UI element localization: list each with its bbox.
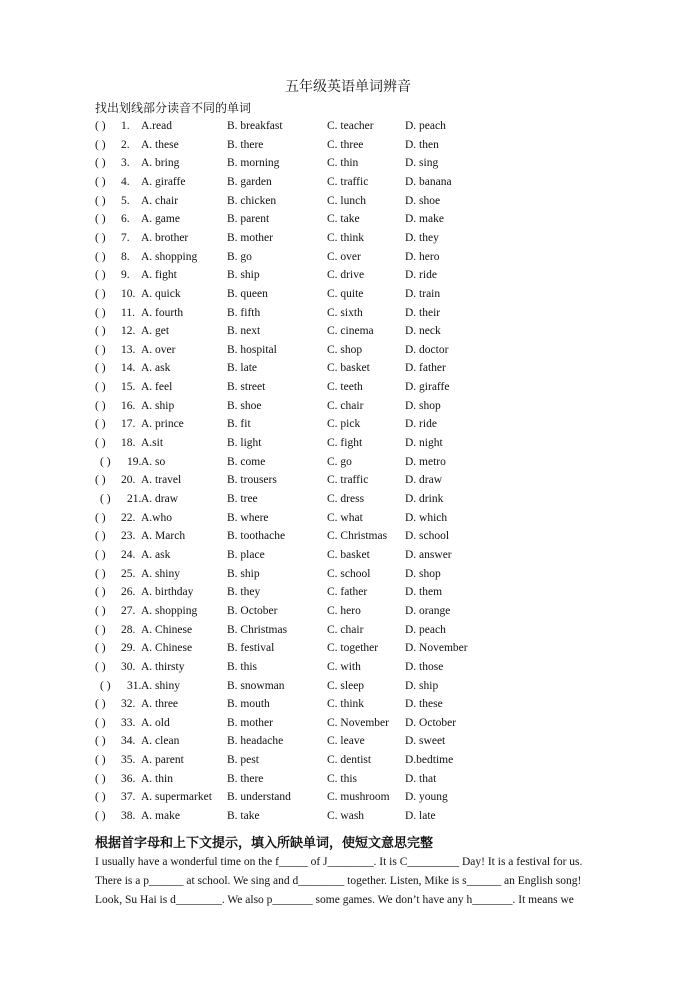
option-b: B. queen bbox=[227, 287, 268, 300]
option-b: B. hospital bbox=[227, 343, 277, 356]
option-c: C. hero bbox=[327, 604, 361, 617]
option-c: C. with bbox=[327, 660, 361, 673]
option-a: A. thirsty bbox=[141, 660, 185, 673]
answer-blank[interactable]: ( ) bbox=[95, 175, 106, 188]
option-b: B. next bbox=[227, 325, 261, 338]
answer-blank[interactable]: ( ) bbox=[95, 418, 106, 431]
option-b: B. they bbox=[227, 586, 261, 599]
question-number: 15. bbox=[121, 381, 136, 394]
option-d: D. ride bbox=[405, 418, 437, 431]
answer-blank[interactable]: ( ) bbox=[95, 586, 106, 599]
option-c: C. teacher bbox=[327, 120, 374, 132]
question-number: 11. bbox=[121, 306, 135, 319]
question-number: 23. bbox=[121, 530, 136, 543]
question-row bbox=[95, 527, 615, 545]
option-c: C. go bbox=[327, 455, 352, 468]
option-c: C. basket bbox=[327, 549, 370, 561]
question-number: 19. bbox=[127, 455, 142, 468]
question-number: 21. bbox=[127, 493, 142, 505]
question-row bbox=[95, 788, 615, 806]
option-b: B. there bbox=[227, 772, 264, 785]
option-d: D. father bbox=[405, 362, 446, 375]
question-number: 16. bbox=[121, 399, 136, 412]
option-b: B. mother bbox=[227, 716, 273, 729]
answer-blank[interactable]: ( ) bbox=[95, 120, 106, 132]
option-c: C. think bbox=[327, 698, 365, 711]
answer-blank[interactable]: ( ) bbox=[95, 604, 106, 617]
question-number: 4. bbox=[121, 175, 130, 188]
question-row bbox=[95, 117, 615, 135]
option-c: C. mushroom bbox=[327, 791, 390, 804]
answer-blank[interactable]: ( ) bbox=[95, 660, 106, 673]
option-b: B. light bbox=[227, 437, 262, 449]
option-a: A. get bbox=[141, 325, 170, 338]
question-number: 10. bbox=[121, 287, 136, 300]
answer-blank[interactable]: ( ) bbox=[95, 437, 106, 449]
option-b: B. toothache bbox=[227, 530, 286, 543]
option-d: D. drink bbox=[405, 493, 444, 505]
answer-blank[interactable]: ( ) bbox=[95, 362, 106, 375]
question-row bbox=[95, 285, 615, 303]
option-a: A. chair bbox=[141, 194, 179, 207]
question-row bbox=[95, 304, 615, 322]
question-number: 32. bbox=[121, 698, 136, 711]
paragraph-line: There is a p______ at school. We sing and d________ together. Listen, Mike is s______ an English song! bbox=[95, 875, 582, 887]
option-d: D. school bbox=[405, 530, 450, 543]
paragraph-line: I usually have a wonderful time on the f_____ of J________. It is C_________ Day! It is a festival for us. bbox=[95, 856, 583, 868]
option-d: D. shop bbox=[405, 399, 441, 412]
option-a: A. fourth bbox=[141, 306, 184, 319]
option-c: C. leave bbox=[327, 735, 365, 748]
option-c: C. dentist bbox=[327, 754, 372, 767]
instruction: 找出划线部分读音不同的单词 bbox=[95, 101, 252, 115]
question-number: 24. bbox=[121, 549, 136, 561]
option-b: B. tree bbox=[227, 493, 258, 505]
option-c: C. November bbox=[327, 716, 389, 729]
option-c: C. take bbox=[327, 213, 360, 226]
answer-blank[interactable]: ( ) bbox=[95, 138, 106, 151]
option-d: D. those bbox=[405, 660, 444, 673]
question-row bbox=[95, 397, 615, 415]
option-c: C. sixth bbox=[327, 306, 363, 319]
question-number: 18. bbox=[121, 437, 136, 449]
option-d: D. sing bbox=[405, 157, 439, 170]
answer-blank[interactable]: ( ) bbox=[95, 754, 106, 767]
question-row bbox=[95, 136, 615, 154]
option-c: C. think bbox=[327, 231, 365, 244]
question-row bbox=[95, 266, 615, 284]
question-number: 7. bbox=[121, 231, 130, 244]
question-row bbox=[95, 471, 615, 489]
question-number: 6. bbox=[121, 213, 130, 226]
question-row bbox=[95, 658, 615, 676]
option-b: B. where bbox=[227, 511, 269, 524]
question-number: 12. bbox=[121, 325, 136, 338]
option-b: B. October bbox=[227, 604, 278, 617]
option-d: D. October bbox=[405, 716, 457, 729]
question-number: 28. bbox=[121, 623, 136, 636]
option-d: D. young bbox=[405, 791, 448, 804]
option-a: A. thin bbox=[141, 772, 173, 785]
option-b: B. come bbox=[227, 455, 266, 468]
option-d: D. giraffe bbox=[405, 381, 450, 394]
option-a: A. old bbox=[141, 716, 170, 729]
option-a: A.who bbox=[141, 511, 172, 524]
question-number: 36. bbox=[121, 772, 136, 785]
option-c: C. quite bbox=[327, 287, 364, 300]
answer-blank[interactable]: ( ) bbox=[100, 679, 111, 692]
option-b: B. street bbox=[227, 381, 266, 394]
answer-blank[interactable]: ( ) bbox=[95, 549, 106, 561]
option-a: A. Chinese bbox=[141, 623, 193, 636]
option-b: B. morning bbox=[227, 157, 280, 170]
option-b: B. trousers bbox=[227, 474, 277, 487]
answer-blank[interactable]: ( ) bbox=[95, 530, 106, 543]
answer-blank[interactable]: ( ) bbox=[95, 772, 106, 785]
option-c: C. pick bbox=[327, 418, 361, 431]
option-d: D. orange bbox=[405, 604, 451, 617]
question-number: 3. bbox=[121, 157, 130, 170]
option-a: A. ask bbox=[141, 362, 171, 375]
option-b: B. ship bbox=[227, 567, 260, 580]
option-b: B. breakfast bbox=[227, 120, 283, 132]
question-number: 35. bbox=[121, 754, 136, 767]
answer-blank[interactable]: ( ) bbox=[100, 455, 111, 468]
option-b: B. understand bbox=[227, 791, 291, 804]
option-a: A. shopping bbox=[141, 250, 198, 263]
option-d: D. metro bbox=[405, 455, 446, 468]
option-c: C. basket bbox=[327, 362, 370, 375]
answer-blank[interactable]: ( ) bbox=[95, 735, 106, 748]
question-row bbox=[95, 434, 615, 452]
answer-blank[interactable]: ( ) bbox=[95, 157, 106, 170]
option-d: D. peach bbox=[405, 623, 446, 636]
question-row bbox=[95, 732, 615, 750]
question-row bbox=[95, 714, 615, 732]
question-row bbox=[95, 173, 615, 191]
option-d: D. hero bbox=[405, 250, 440, 263]
option-a: A. so bbox=[141, 455, 166, 468]
option-a: A. Chinese bbox=[141, 642, 193, 655]
question-row bbox=[95, 583, 615, 601]
option-b: B. festival bbox=[227, 642, 275, 655]
option-c: C. lunch bbox=[327, 194, 366, 207]
option-a: A. brother bbox=[141, 231, 189, 244]
option-c: C. chair bbox=[327, 399, 364, 412]
option-d: D. draw bbox=[405, 474, 443, 487]
option-c: C. chair bbox=[327, 623, 364, 636]
answer-blank[interactable]: ( ) bbox=[95, 810, 106, 822]
answer-blank[interactable]: ( ) bbox=[95, 213, 106, 226]
option-a: A. shiny bbox=[141, 567, 180, 580]
option-d: D. train bbox=[405, 287, 441, 300]
option-b: B. take bbox=[227, 810, 260, 822]
option-b: B. there bbox=[227, 138, 264, 151]
option-c: C. thin bbox=[327, 157, 359, 170]
option-d: D. night bbox=[405, 437, 443, 449]
answer-blank[interactable]: ( ) bbox=[95, 194, 106, 207]
question-number: 38. bbox=[121, 810, 136, 822]
option-b: B. headache bbox=[227, 735, 284, 748]
option-c: C. father bbox=[327, 586, 368, 599]
option-c: C. dress bbox=[327, 493, 365, 505]
option-a: A. birthday bbox=[141, 586, 194, 599]
question-number: 26. bbox=[121, 586, 136, 599]
question-row bbox=[95, 639, 615, 657]
option-d: D. doctor bbox=[405, 343, 449, 356]
question-row bbox=[95, 192, 615, 210]
question-row bbox=[95, 621, 615, 639]
answer-blank[interactable]: ( ) bbox=[95, 343, 106, 356]
question-number: 29. bbox=[121, 642, 136, 655]
option-d: D. ride bbox=[405, 269, 437, 282]
answer-blank[interactable]: ( ) bbox=[95, 306, 106, 319]
option-a: A. travel bbox=[141, 474, 182, 487]
option-b: B. this bbox=[227, 660, 258, 673]
option-c: C. sleep bbox=[327, 679, 365, 692]
answer-blank[interactable]: ( ) bbox=[95, 287, 106, 300]
question-row bbox=[95, 210, 615, 228]
question-number: 25. bbox=[121, 567, 136, 580]
question-number: 2. bbox=[121, 138, 130, 151]
option-b: B. shoe bbox=[227, 399, 262, 412]
answer-blank[interactable]: ( ) bbox=[95, 474, 106, 487]
option-a: A. ship bbox=[141, 399, 175, 412]
option-c: C. teeth bbox=[327, 381, 363, 394]
question-number: 30. bbox=[121, 660, 136, 673]
option-b: B. late bbox=[227, 362, 258, 375]
question-number: 14. bbox=[121, 362, 136, 375]
question-number: 5. bbox=[121, 194, 130, 207]
option-c: C. this bbox=[327, 772, 358, 785]
option-d: D. that bbox=[405, 772, 437, 785]
option-d: D. them bbox=[405, 586, 443, 599]
answer-blank[interactable]: ( ) bbox=[95, 511, 106, 524]
question-row bbox=[95, 453, 615, 471]
answer-blank[interactable]: ( ) bbox=[95, 716, 106, 729]
option-a: A. shopping bbox=[141, 604, 198, 617]
answer-blank[interactable]: ( ) bbox=[95, 698, 106, 711]
option-a: A. three bbox=[141, 698, 179, 711]
answer-blank[interactable]: ( ) bbox=[95, 250, 106, 263]
question-row bbox=[95, 154, 615, 172]
option-c: C. fight bbox=[327, 437, 363, 449]
option-c: C. shop bbox=[327, 343, 363, 356]
question-row bbox=[95, 490, 615, 508]
option-c: C. traffic bbox=[327, 474, 369, 487]
option-d: D. shoe bbox=[405, 194, 441, 207]
option-a: A. parent bbox=[141, 754, 184, 767]
option-d: D. sweet bbox=[405, 735, 446, 748]
option-a: A. clean bbox=[141, 735, 180, 748]
paragraph-line: Look, Su Hai is d________. We also p_______ some games. We don’t have any h_______. It means we bbox=[95, 894, 574, 906]
question-number: 13. bbox=[121, 343, 136, 356]
question-row bbox=[95, 602, 615, 620]
question-row bbox=[95, 546, 615, 564]
option-d: D. ship bbox=[405, 679, 439, 692]
option-a: A. over bbox=[141, 343, 176, 356]
option-b: B. fifth bbox=[227, 306, 261, 319]
question-number: 22. bbox=[121, 511, 136, 524]
option-b: B. fit bbox=[227, 418, 251, 431]
option-b: B. pest bbox=[227, 754, 259, 767]
option-d: D.bedtime bbox=[405, 754, 454, 767]
page-title: 五年级英语单词辨音 bbox=[285, 79, 411, 95]
answer-blank[interactable]: ( ) bbox=[95, 399, 106, 412]
question-number: 9. bbox=[121, 269, 130, 282]
answer-blank[interactable]: ( ) bbox=[95, 269, 106, 282]
question-row bbox=[95, 677, 615, 695]
question-number: 37. bbox=[121, 791, 136, 804]
question-row bbox=[95, 378, 615, 396]
option-d: D. November bbox=[405, 642, 468, 655]
answer-blank[interactable]: ( ) bbox=[95, 567, 106, 580]
option-a: A. game bbox=[141, 213, 180, 226]
option-b: B. snowman bbox=[227, 679, 285, 692]
option-b: B. chicken bbox=[227, 194, 277, 207]
option-a: A. supermarket bbox=[141, 791, 212, 804]
option-d: D. answer bbox=[405, 549, 452, 561]
option-c: C. traffic bbox=[327, 175, 369, 188]
option-a: A. prince bbox=[141, 418, 184, 431]
answer-blank[interactable]: ( ) bbox=[100, 493, 111, 505]
question-row bbox=[95, 359, 615, 377]
question-number: 31. bbox=[127, 679, 142, 692]
option-b: B. mouth bbox=[227, 698, 270, 711]
question-row bbox=[95, 770, 615, 788]
question-number: 33. bbox=[121, 716, 136, 729]
option-a: A. draw bbox=[141, 493, 179, 505]
question-row bbox=[95, 565, 615, 583]
answer-blank[interactable]: ( ) bbox=[95, 231, 106, 244]
question-row bbox=[95, 509, 615, 527]
question-row bbox=[95, 229, 615, 247]
option-d: D. shop bbox=[405, 567, 441, 580]
question-number: 1. bbox=[121, 120, 130, 132]
answer-blank[interactable]: ( ) bbox=[95, 642, 106, 655]
option-b: B. place bbox=[227, 549, 265, 561]
option-a: A.sit bbox=[141, 437, 164, 449]
option-d: D. banana bbox=[405, 175, 452, 188]
option-d: D. these bbox=[405, 698, 443, 711]
question-row bbox=[95, 248, 615, 266]
option-c: C. school bbox=[327, 567, 371, 580]
answer-blank[interactable]: ( ) bbox=[95, 623, 106, 636]
option-a: A. shiny bbox=[141, 679, 180, 692]
question-row bbox=[95, 751, 615, 769]
option-d: D. they bbox=[405, 231, 439, 244]
question-number: 34. bbox=[121, 735, 136, 748]
option-a: A. these bbox=[141, 138, 179, 151]
question-number: 8. bbox=[121, 250, 130, 263]
option-c: C. wash bbox=[327, 810, 365, 822]
option-b: B. parent bbox=[227, 213, 270, 226]
question-row bbox=[95, 322, 615, 340]
option-a: A. March bbox=[141, 530, 186, 543]
option-d: D. their bbox=[405, 306, 441, 319]
answer-blank[interactable]: ( ) bbox=[95, 791, 106, 804]
question-row bbox=[95, 807, 615, 825]
option-d: D. peach bbox=[405, 120, 446, 132]
question-row bbox=[95, 415, 615, 433]
option-a: A. giraffe bbox=[141, 175, 186, 188]
option-d: D. which bbox=[405, 511, 448, 524]
option-b: B. garden bbox=[227, 175, 272, 188]
option-a: A. quick bbox=[141, 287, 181, 300]
option-c: C. drive bbox=[327, 269, 365, 282]
option-b: B. mother bbox=[227, 231, 273, 244]
option-a: A. fight bbox=[141, 269, 177, 282]
option-d: D. make bbox=[405, 213, 444, 226]
question-row bbox=[95, 341, 615, 359]
option-d: D. neck bbox=[405, 325, 441, 338]
option-b: B. go bbox=[227, 250, 252, 263]
option-b: B. Christmas bbox=[227, 623, 288, 636]
option-c: C. three bbox=[327, 138, 364, 151]
option-c: C. Christmas bbox=[327, 530, 388, 543]
answer-blank[interactable]: ( ) bbox=[95, 325, 106, 338]
option-c: C. what bbox=[327, 511, 363, 524]
answer-blank[interactable]: ( ) bbox=[95, 381, 106, 394]
question-number: 20. bbox=[121, 474, 136, 487]
option-b: B. ship bbox=[227, 269, 260, 282]
option-a: A. bring bbox=[141, 157, 180, 170]
option-c: C. cinema bbox=[327, 325, 374, 338]
option-a: A. ask bbox=[141, 549, 171, 561]
option-d: D. late bbox=[405, 810, 436, 822]
option-a: A. feel bbox=[141, 381, 173, 394]
question-number: 27. bbox=[121, 604, 136, 617]
option-a: A.read bbox=[141, 120, 172, 132]
question-row bbox=[95, 695, 615, 713]
option-c: C. over bbox=[327, 250, 361, 263]
question-number: 17. bbox=[121, 418, 136, 431]
option-d: D. then bbox=[405, 138, 439, 151]
section-title: 根据首字母和上下文提示，填入所缺单词，使短文意思完整 bbox=[95, 836, 434, 851]
option-a: A. make bbox=[141, 810, 180, 822]
option-c: C. together bbox=[327, 642, 379, 655]
